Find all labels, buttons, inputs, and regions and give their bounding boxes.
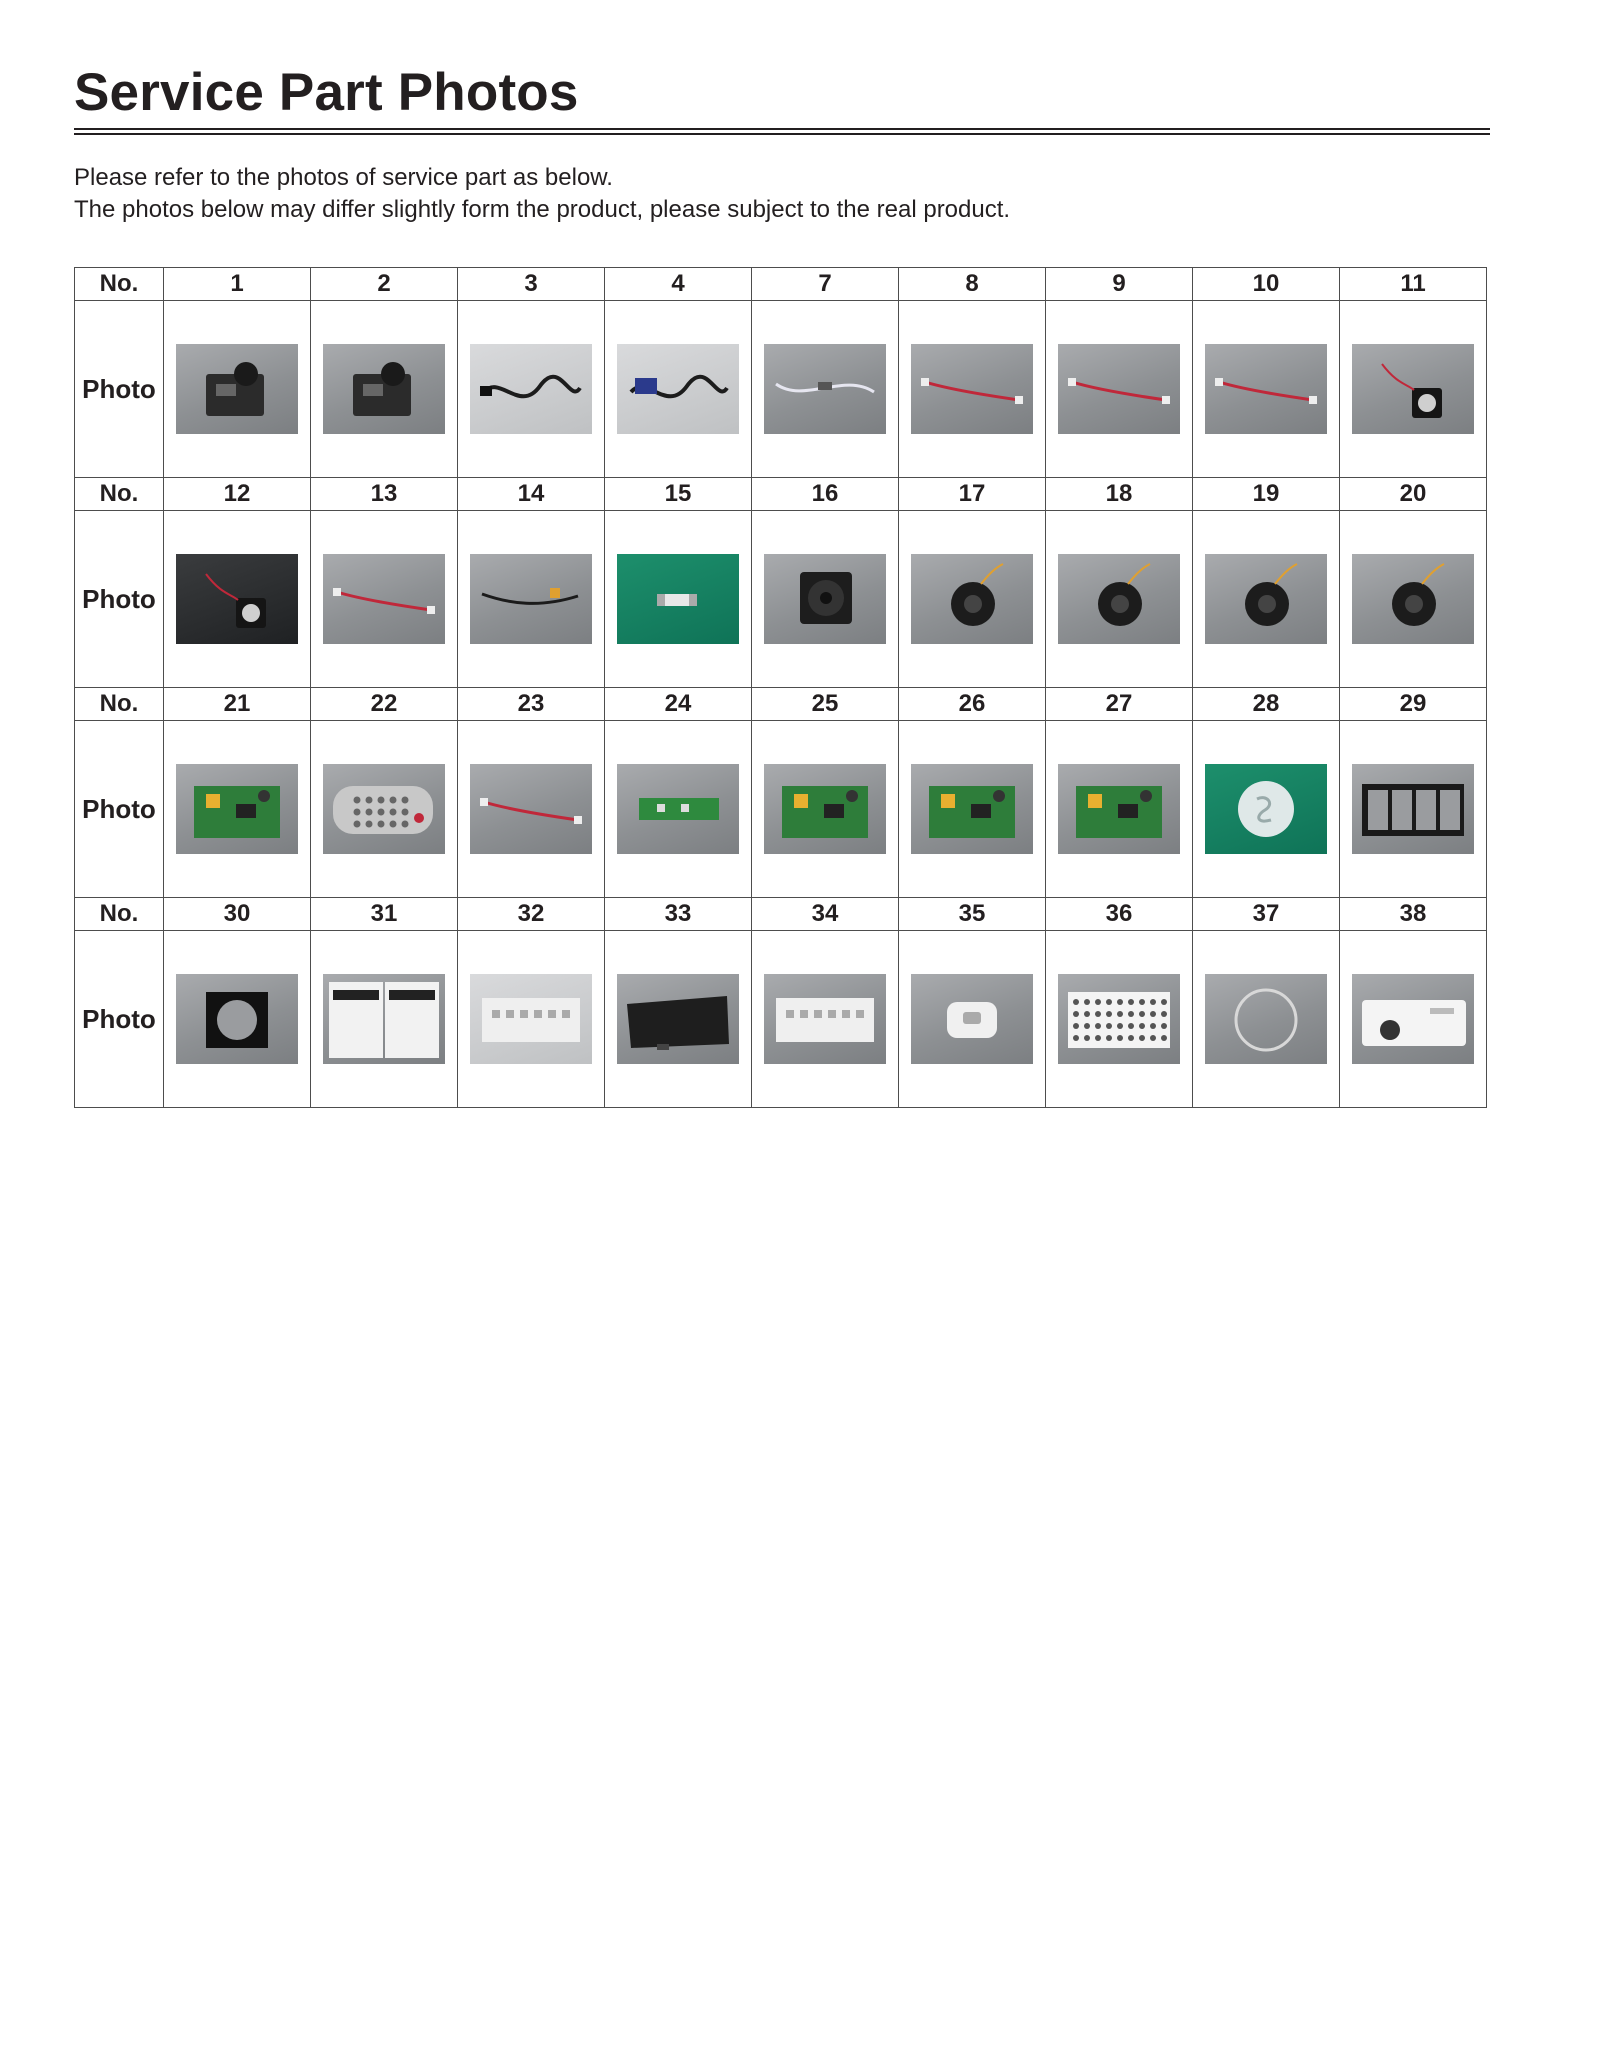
part-photo [1205, 344, 1327, 434]
part-photo-cell [458, 511, 605, 688]
part-photo [323, 974, 445, 1064]
part-number: 20 [1340, 478, 1487, 511]
intro-text [74, 162, 1010, 226]
part-photo [1058, 764, 1180, 854]
part-number: 11 [1340, 268, 1487, 301]
part-photo [764, 344, 886, 434]
part-number: 9 [1046, 268, 1193, 301]
part-photo [1352, 554, 1474, 644]
part-number: 17 [899, 478, 1046, 511]
part-photo-cell [311, 931, 458, 1108]
service-parts-table [74, 267, 1487, 1108]
part-photo-cell [164, 301, 311, 478]
photo-row [75, 721, 1487, 898]
number-row [75, 688, 1487, 721]
part-number: 1 [164, 268, 311, 301]
part-number: 29 [1340, 688, 1487, 721]
part-photo [1205, 764, 1327, 854]
part-photo-cell [311, 301, 458, 478]
part-photo-cell [752, 931, 899, 1108]
part-photo [1058, 344, 1180, 434]
part-photo [617, 764, 739, 854]
part-photo-cell [1193, 511, 1340, 688]
part-photo-cell [311, 721, 458, 898]
part-photo-cell [458, 931, 605, 1108]
part-photo-cell [899, 301, 1046, 478]
part-number: 23 [458, 688, 605, 721]
part-photo [1205, 974, 1327, 1064]
part-number: 38 [1340, 898, 1487, 931]
part-number: 31 [311, 898, 458, 931]
part-photo [470, 344, 592, 434]
part-photo [176, 554, 298, 644]
part-photo-cell [605, 721, 752, 898]
part-photo [176, 344, 298, 434]
part-photo [1352, 344, 1474, 434]
part-photo-cell [1340, 721, 1487, 898]
part-photo-cell [164, 511, 311, 688]
part-photo [911, 974, 1033, 1064]
part-number: 37 [1193, 898, 1340, 931]
page-title: Service Part Photos [74, 63, 579, 122]
part-photo-cell [1193, 931, 1340, 1108]
part-photo [323, 554, 445, 644]
part-photo [617, 974, 739, 1064]
part-photo-cell [1046, 301, 1193, 478]
part-photo [1352, 764, 1474, 854]
part-photo [1352, 974, 1474, 1064]
part-photo-cell [752, 511, 899, 688]
part-number: 30 [164, 898, 311, 931]
part-photo [617, 344, 739, 434]
part-number: 7 [752, 268, 899, 301]
part-number: 15 [605, 478, 752, 511]
part-photo [911, 344, 1033, 434]
part-photo-cell [164, 721, 311, 898]
no-label: No. [75, 688, 164, 721]
photo-row [75, 511, 1487, 688]
part-number: 28 [1193, 688, 1340, 721]
part-photo [764, 764, 886, 854]
part-number: 4 [605, 268, 752, 301]
part-number: 25 [752, 688, 899, 721]
part-number: 14 [458, 478, 605, 511]
part-photo [176, 974, 298, 1064]
part-photo [323, 344, 445, 434]
no-label: No. [75, 268, 164, 301]
intro-line-1: Please refer to the photos of service part as below. [74, 164, 613, 191]
part-number: 32 [458, 898, 605, 931]
part-photo-cell [1193, 301, 1340, 478]
part-photo-cell [1046, 721, 1193, 898]
part-number: 19 [1193, 478, 1340, 511]
title-rule-bottom [74, 133, 1490, 135]
part-photo [911, 554, 1033, 644]
part-photo-cell [458, 301, 605, 478]
part-number: 26 [899, 688, 1046, 721]
photo-label: Photo [75, 511, 164, 688]
part-number: 10 [1193, 268, 1340, 301]
part-number: 33 [605, 898, 752, 931]
number-row [75, 268, 1487, 301]
part-photo-cell [1046, 511, 1193, 688]
part-photo-cell [605, 511, 752, 688]
part-photo-cell [1193, 721, 1340, 898]
part-number: 36 [1046, 898, 1193, 931]
photo-row [75, 931, 1487, 1108]
part-photo-cell [899, 931, 1046, 1108]
part-number: 3 [458, 268, 605, 301]
part-photo-cell [164, 931, 311, 1108]
part-number: 35 [899, 898, 1046, 931]
part-number: 16 [752, 478, 899, 511]
part-number: 2 [311, 268, 458, 301]
part-photo-cell [605, 931, 752, 1108]
part-number: 13 [311, 478, 458, 511]
photo-row [75, 301, 1487, 478]
part-number: 22 [311, 688, 458, 721]
photo-label: Photo [75, 721, 164, 898]
part-photo [1058, 554, 1180, 644]
part-photo-cell [1046, 931, 1193, 1108]
part-photo-cell [752, 301, 899, 478]
part-number: 27 [1046, 688, 1193, 721]
part-photo-cell [1340, 511, 1487, 688]
part-number: 24 [605, 688, 752, 721]
number-row [75, 898, 1487, 931]
part-number: 8 [899, 268, 1046, 301]
part-number: 34 [752, 898, 899, 931]
part-number: 21 [164, 688, 311, 721]
part-number: 12 [164, 478, 311, 511]
part-photo [323, 764, 445, 854]
part-photo-cell [899, 721, 1046, 898]
part-photo [176, 764, 298, 854]
part-photo [1205, 554, 1327, 644]
part-photo [1058, 974, 1180, 1064]
intro-line-2: The photos below may differ slightly form the product, please subject to the real product. [74, 196, 1011, 223]
part-photo-cell [458, 721, 605, 898]
number-row [75, 478, 1487, 511]
photo-label: Photo [75, 301, 164, 478]
part-photo [911, 764, 1033, 854]
part-photo-cell [311, 511, 458, 688]
part-photo [470, 554, 592, 644]
part-photo-cell [899, 511, 1046, 688]
part-photo-cell [752, 721, 899, 898]
part-number: 18 [1046, 478, 1193, 511]
part-photo [764, 554, 886, 644]
part-photo [764, 974, 886, 1064]
title-rule-top [74, 128, 1490, 130]
part-photo [470, 764, 592, 854]
part-photo-cell [1340, 301, 1487, 478]
part-photo-cell [605, 301, 752, 478]
no-label: No. [75, 898, 164, 931]
no-label: No. [75, 478, 164, 511]
part-photo [617, 554, 739, 644]
photo-label: Photo [75, 931, 164, 1108]
part-photo-cell [1340, 931, 1487, 1108]
part-photo [470, 974, 592, 1064]
